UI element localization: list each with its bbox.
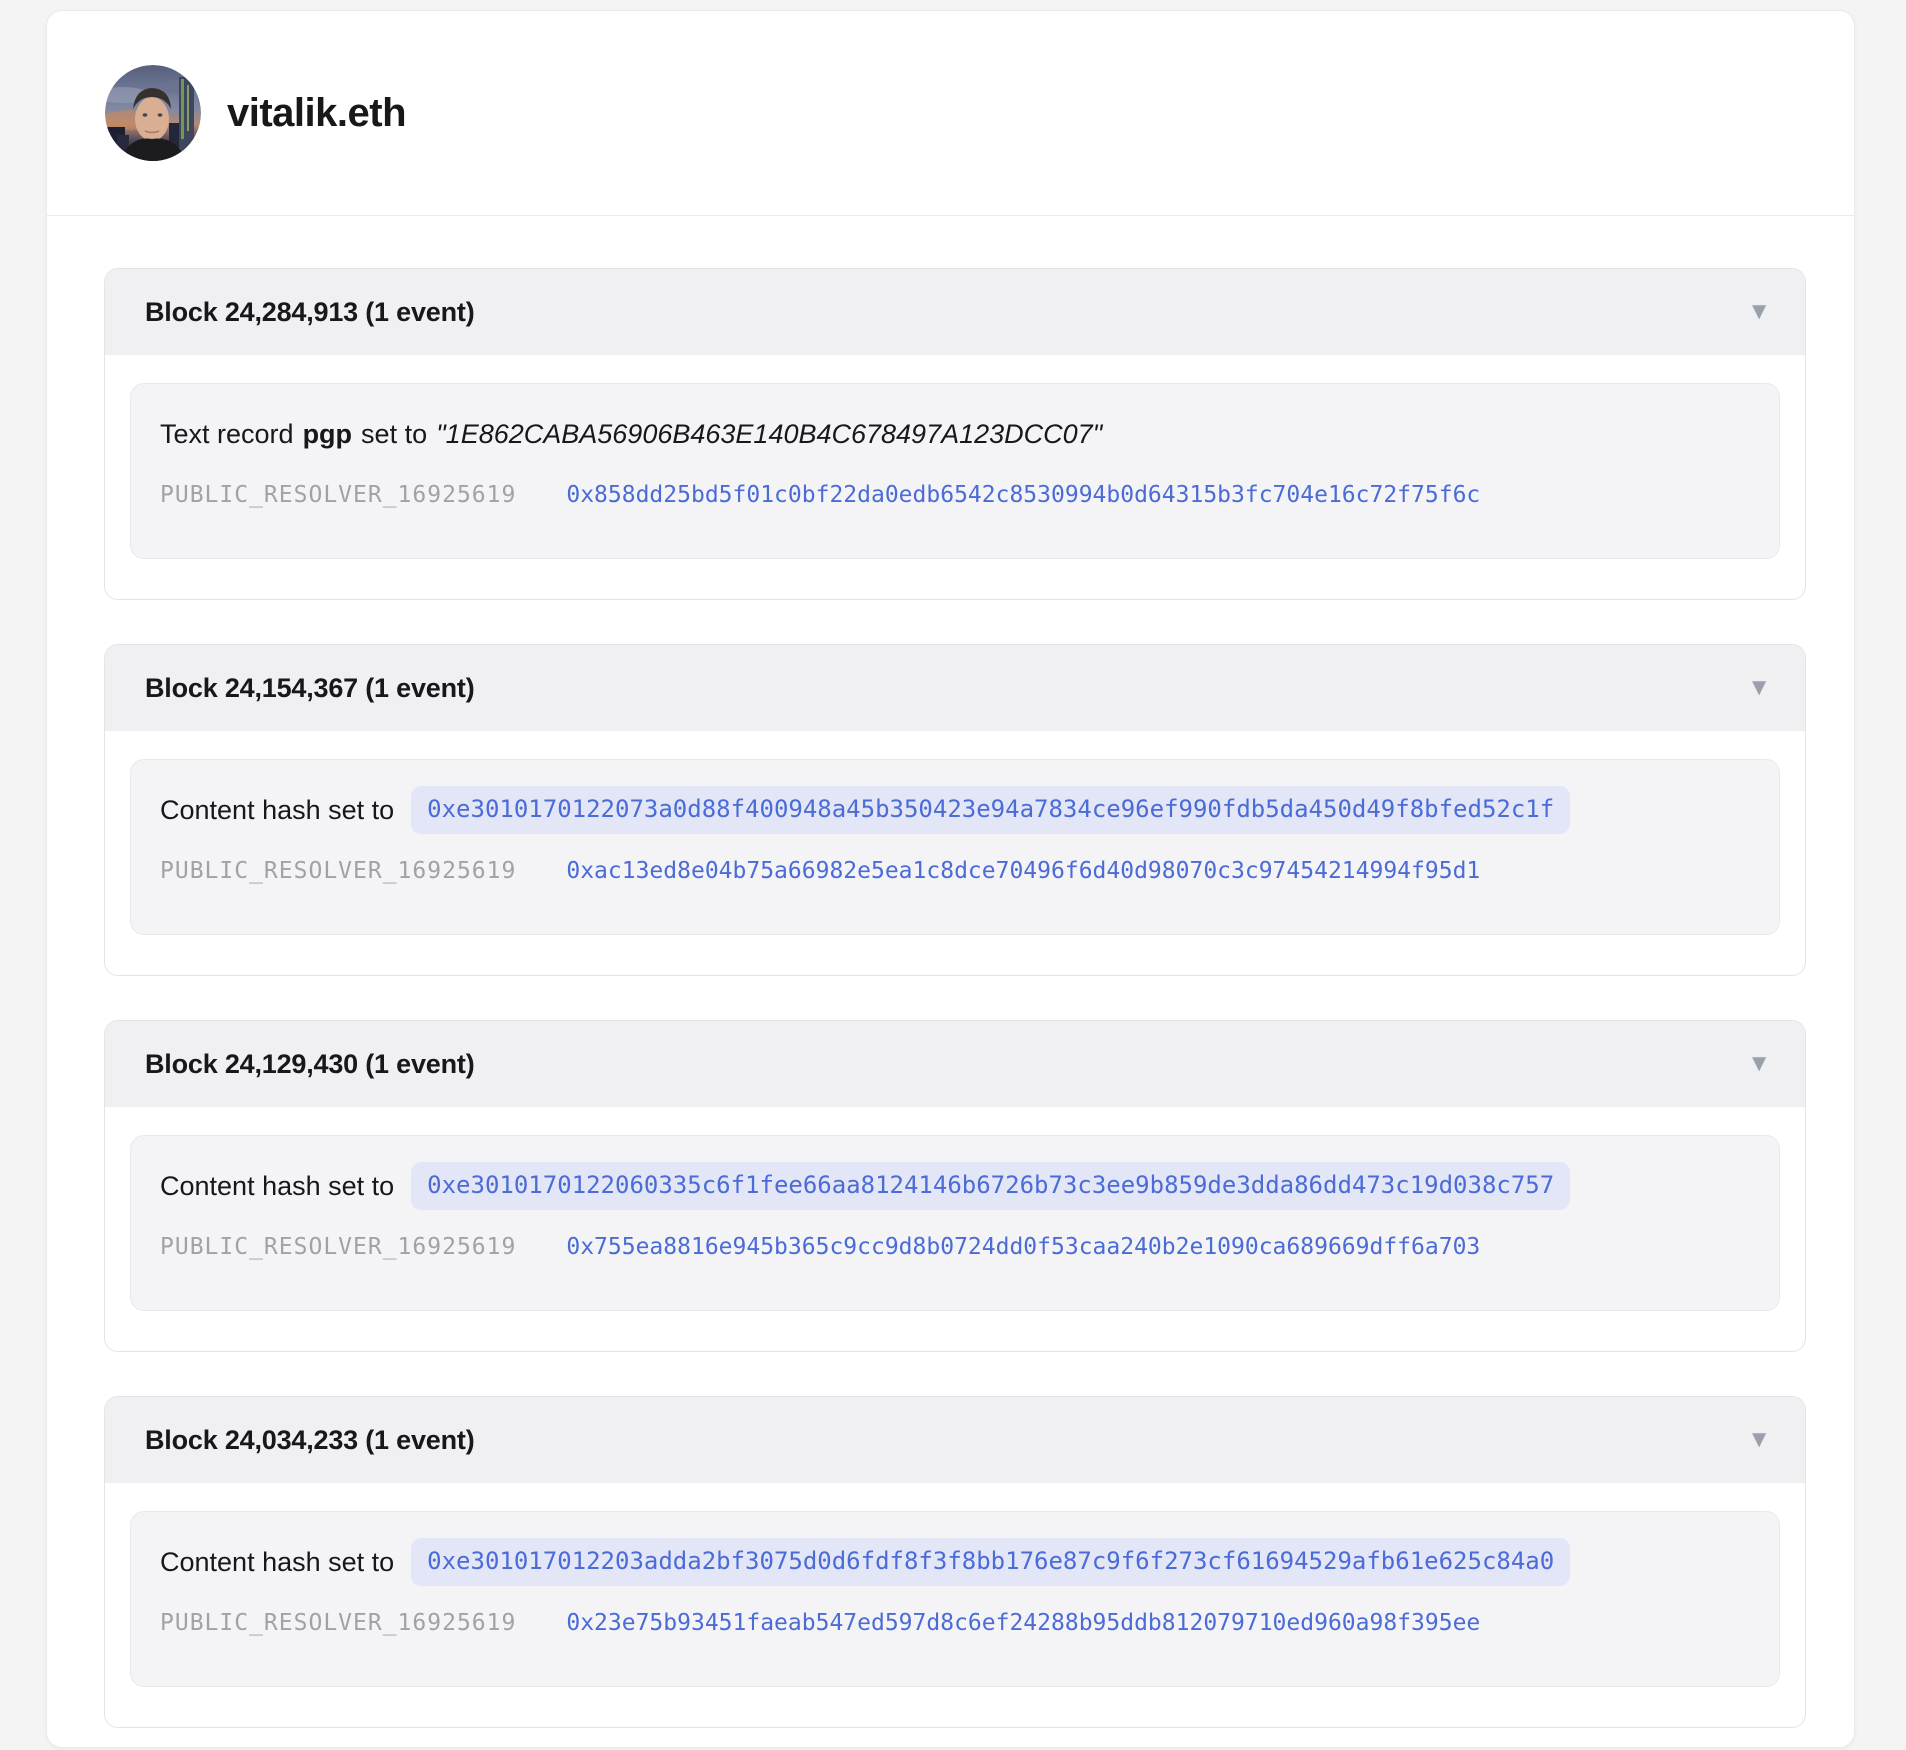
event-description (160, 1158, 1751, 1214)
event-meta (160, 1234, 1751, 1260)
block-title: Block 24,129,430 (1 event) (145, 1048, 475, 1079)
content-hash-pill[interactable]: 0xe3010170122073a0d88f400948a45b350423e94a7834ce96ef990fdb5da450d49f8bfed52c1f (411, 786, 1570, 834)
event-prefix: Content hash set to (160, 794, 395, 825)
block-title: Block 24,154,367 (1 event) (145, 672, 475, 703)
block-body (105, 731, 1805, 975)
block-header[interactable] (105, 1397, 1805, 1483)
transaction-hash-link[interactable]: 0x23e75b93451faeab547ed597d8c6ef24288b95ddb812079710ed960a98f395ee (566, 1610, 1481, 1636)
resolver-badge: PUBLIC_RESOLVER_16925619 (160, 1234, 517, 1260)
event-meta (160, 858, 1751, 884)
chevron-down-icon[interactable]: ▼ (1747, 674, 1771, 701)
chevron-down-icon[interactable]: ▼ (1747, 298, 1771, 325)
transaction-hash-link[interactable]: 0xac13ed8e04b75a66982e5ea1c8dce70496f6d40d98070c3c97454214994f95d1 (566, 858, 1481, 884)
record-value: "1E862CABA56906B463E140B4C678497A123DCC07" (436, 418, 1103, 449)
block-card (104, 1020, 1806, 1352)
event-meta (160, 1610, 1751, 1636)
block-header[interactable] (105, 645, 1805, 731)
event-card (130, 383, 1780, 559)
block-title: Block 24,034,233 (1 event) (145, 1424, 475, 1455)
event-description (160, 406, 1751, 462)
block-body (105, 1483, 1805, 1727)
block-body (105, 1107, 1805, 1351)
profile-header (47, 11, 1854, 216)
block-title: Block 24,284,913 (1 event) (145, 296, 475, 327)
block-card (104, 268, 1806, 600)
event-meta (160, 482, 1751, 508)
event-prefix: Text record (160, 418, 294, 449)
avatar (105, 65, 201, 161)
block-card (104, 644, 1806, 976)
record-key: pgp (302, 418, 353, 449)
avatar-image (105, 65, 201, 161)
event-description (160, 782, 1751, 838)
transaction-hash-link[interactable]: 0x755ea8816e945b365c9cc9d8b0724dd0f53caa240b2e1090ca689669dff6a703 (566, 1234, 1481, 1260)
content-hash-pill[interactable]: 0xe3010170122060335c6f1fee66aa8124146b6726b73c3ee9b859de3dda86dd473c19d038c757 (411, 1162, 1570, 1210)
event-card (130, 1511, 1780, 1687)
block-card (104, 1396, 1806, 1728)
event-card (130, 759, 1780, 935)
chevron-down-icon[interactable]: ▼ (1747, 1050, 1771, 1077)
event-middle: set to (361, 418, 428, 449)
resolver-badge: PUBLIC_RESOLVER_16925619 (160, 858, 517, 884)
content-hash-pill[interactable]: 0xe301017012203adda2bf3075d0d6fdf8f3f8bb176e87c9f6f273cf61694529afb61e625c84a0 (411, 1538, 1570, 1586)
event-history-list (47, 216, 1854, 1728)
profile-name: vitalik.eth (227, 90, 407, 135)
transaction-hash-link[interactable]: 0x858dd25bd5f01c0bf22da0edb6542c8530994b0d64315b3fc704e16c72f75f6c (566, 482, 1481, 508)
resolver-badge: PUBLIC_RESOLVER_16925619 (160, 1610, 517, 1636)
block-header[interactable] (105, 1021, 1805, 1107)
page-card (46, 10, 1855, 1748)
block-header[interactable] (105, 269, 1805, 355)
resolver-badge: PUBLIC_RESOLVER_16925619 (160, 482, 517, 508)
event-card (130, 1135, 1780, 1311)
event-description (160, 1534, 1751, 1590)
event-prefix: Content hash set to (160, 1170, 395, 1201)
chevron-down-icon[interactable]: ▼ (1747, 1426, 1771, 1453)
block-body (105, 355, 1805, 599)
event-prefix: Content hash set to (160, 1546, 395, 1577)
